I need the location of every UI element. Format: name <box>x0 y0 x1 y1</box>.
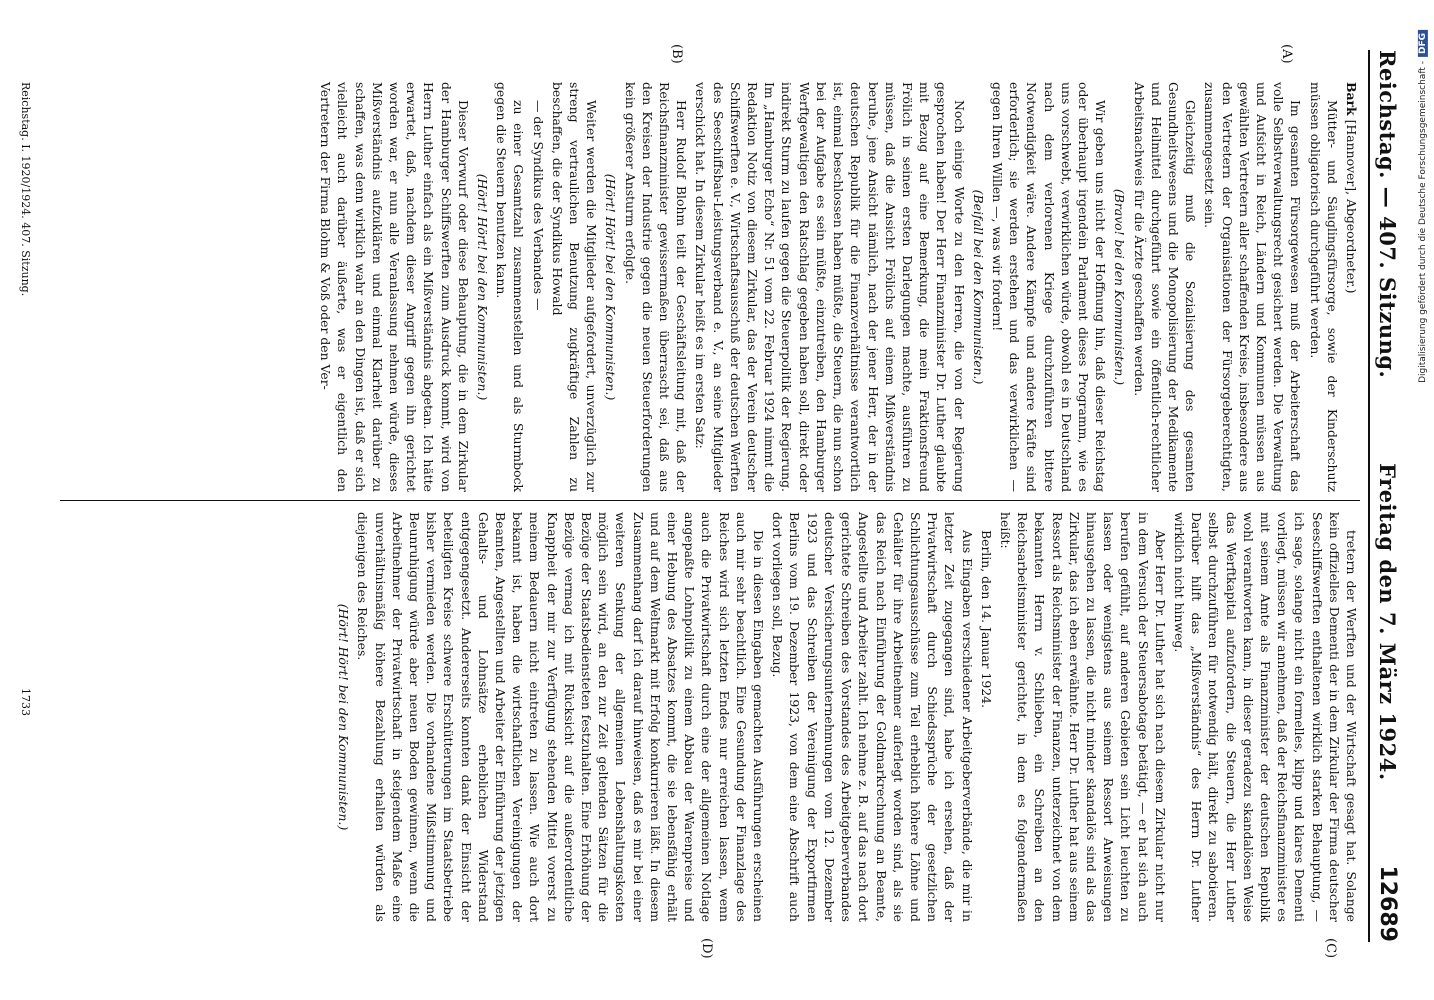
page-number: 12689 <box>1375 865 1401 942</box>
interjection: (Bravo! bei den Kommunisten.) <box>1112 188 1128 386</box>
left-column <box>30 82 1360 492</box>
paragraph-text: [Hannover], Abgeordneter.) <box>1344 119 1359 294</box>
interjection: (Hört! Hört! bei den Kommunisten.) <box>603 173 619 401</box>
paragraph-text: tretern der Werften und der Wirtschaft gesagt hat. Solange kein offizielles Dementi der in dem Zirkular der Firma deutscher Seeschiffswerften enthaltenen wirklich starken Behauptung, — ich sage, solange nicht ein formelles, klipp und klares Dementi vorliegt, müssen wir annehmen, daß der Reichsfinanzminister es mit seinem Amte als Finanzminister der deutschen Republik wohl verantworten kann, in dieser geradezu skandalösen Weise das Werftkapital aufzufordern, die Steuern, die Herr Luther selbst durchzuführen für notwendig hält, direkt zu sabotieren. Darüber hilft das „Mißverständnis“ des Herrn Dr. Luther wirklich nicht hinweg. <box>1171 512 1359 922</box>
footer-page-code: 1733 <box>19 688 32 716</box>
paragraph <box>529 82 546 492</box>
paragraph-text: Weiter werden die Mitglieder aufgefordert, unverzüglich zur streng vertraulichen Benutzung zugkräftige Zahlen zu beschaffen, die der Syndikus Howald <box>549 82 600 492</box>
paragraph <box>978 512 995 922</box>
paragraph <box>1171 512 1360 922</box>
right-column <box>30 512 1360 922</box>
paragraph <box>354 512 767 922</box>
paragraph <box>997 512 1169 922</box>
paragraph <box>621 82 690 492</box>
paragraph <box>989 82 1109 492</box>
paragraph <box>1343 82 1360 492</box>
paragraph <box>1130 82 1199 492</box>
digitization-credit <box>1418 30 1428 383</box>
paragraph-text: Gleichzeitig muß die Sozialisierung des gesamten Gesundheitswesens und die Monopolisierung der Medikamente und Heilmittel durchgeführt sowie ein öffentlich-rechtlicher Arbeitsnachweis für die Ärzte geschaffen werden. <box>1131 82 1199 492</box>
margin-mark-d: (D) <box>699 938 714 959</box>
paragraph-text: Berlin, den 14. Januar 1924. <box>978 530 994 709</box>
paragraph <box>1201 82 1304 492</box>
session-title: Reichstag. — 407. Sitzung. <box>1375 50 1401 379</box>
margin-mark-a: (A) <box>1279 44 1294 64</box>
session-date: Freitag den 7. März 1924. <box>1375 463 1401 781</box>
margin-mark-c: (C) <box>1323 938 1338 959</box>
paragraph-text: Aber Herr Dr. Luther hat sich nach diesem Zirkular nicht nur in dem Versuch der Steuersabotage betätigt, — er hat sich auch berufen gefühlt, auf anderen Gebieten sein Licht leuchten zu lassen oder wenigstens aus seinem Ressort Anweisungen hinausgehen zu lassen, die nicht minder skandalös sind als das Zirkular, das ich eben erwähnte. Herr Dr. Luther hat aus seinem Ressort als Reichsminister der Finanzen, unterzeichnet von dem bekannten Herrn v. Schlieben, ein Schreiben an den Reichsarbeitsminister gerichtet, in dem es folgendermaßen heißt: <box>997 512 1168 922</box>
dfg-logo: DFG <box>1418 30 1428 57</box>
speaker-name: Bark <box>1344 82 1359 116</box>
margin-mark-b: (B) <box>669 44 684 64</box>
interjection: (Hört! Hört! bei den Kommunisten.) <box>336 603 352 831</box>
paragraph-text: Aus Eingaben verschiedener Arbeitgeberverbände, die mir in letzter Zeit zugegangen sind, habe ich ersehen, daß der Privatwirtschaft durch Schiedssprüche der gesetzlichen Schlichtungsausschüsse zum Teil erheblich höhere Löhne und Gehälter für ihre Arbeitnehmer auferlegt worden sind, als sie das Reich nach Einführung der Goldmarkrechnung an Beamte, Angestellte und Arbeiter zahlt. Ich nehme z. B. auf das nach dort gerichtete Schreiben des Vorstandes des Arbeitgeberverbandes deutscher Versicherungsunternehmungen vom 12. Dezember 1923 und das Schreiben der Vereinigung der Exportfirmen Berlins vom 19. Dezember 1923, von dem eine Abschrift auch dort vorliegen soll, Bezug. <box>770 512 975 922</box>
paragraph <box>1306 82 1340 492</box>
paragraph <box>692 82 967 492</box>
paragraph <box>769 512 975 922</box>
paragraph-text: Noch einige Worte zu den Herren, die von der Regierung gesprochen haben! Der Herr Finanzminister Dr. Luther glaubte mit Bezug auf eine Bemerkung, die mein Fraktionsfreund Frölich in seinen ersten Darlegungen machte, ausführen zu müssen, daß die Ansicht Frölichs auf einem Mißverständnis beruhe, jene Ansicht nämlich, nach der jener Herr, der in der deutschen Republik für die Finanzverhältnisse verantwortlich ist, einmal beschlossen haben müßte, die Steuern, die nun schon bei der Aufgabe es sein müßte, einzutreiben, den Hamburger Werftgewaltigen den Ratschlag gegeben haben soll, direkt oder indirekt Sturm zu laufen gegen die Steuerpolitik der Regierung. Im „Hamburger Echo“ Nr. 51 vom 22. Februar 1924 nimmt die Redaktion Notiz von diesem Zirkular, das der Verein deutscher Schiffswerften e. V., Wirtschaftsausschuß der deutschen Werften des Seeschiffsbau-Leistungsverband e. V., an seine Mitglieder verschickt hat. In diesem Zirkular heißt es im ersten Satz: <box>693 82 967 492</box>
paragraph-text: — der Syndikus des Verbandes — <box>530 100 546 311</box>
paragraph <box>493 82 527 492</box>
page-header <box>1368 50 1406 942</box>
paragraph-text: Im gesamten Fürsorgewesen muß der Arbeiterschaft das volle Selbstverwaltungsrecht gesichert werden. Die Verwaltung und Aufsicht in Reich, Ländern und Kommunen müssen aus gewählten Vertretern aller schaffenden Kreise, insbesondere aus den Vertretern der Organisationen der Fürsorgeberechtigten, zusammengesetzt sein. <box>1202 82 1304 492</box>
paragraph-text: zu einer Gesamtzahl zusammenstellen und als Sturmbock gegen die Steuern benutzen kann. <box>494 82 527 492</box>
interjection: (Hört! Hört! bei den Kommunisten.) <box>475 173 491 401</box>
column-divider <box>60 500 1360 501</box>
paragraph-text: Mütter- und Säuglingsfürsorge, sowie der Kinderschutz müssen obligatorisch durchgeführt werden. <box>1307 82 1340 492</box>
paragraph-text: Wir geben uns nicht der Hoffnung hin, daß dieser Reichstag oder überhaupt irgendein Parlament dieses Programm, wie es uns vorschwebt, verwirklichen würde, obwohl es in Deutschland nach dem verlorenen Kriege durchzuführen bittere Notwendigkeit wäre. Andere Kämpfe und andere Kräfte sind erforderlich; sie werden erstehen und das verwirklichen — gegen Ihren Willen —, was wir fordern! <box>989 82 1109 492</box>
paragraph-text: Die in diesen Eingaben gemachten Ausführungen erscheinen auch mir sehr beachtlich. Eine Gesundung der Finanzlage des Reiches wird sich letzten Endes nur erreichen lassen, wenn auch die Privatwirtschaft durch eine der allgemeinen Notlage angepaßte Lohnpolitik zu einem Abbau der Warenpreise und einer Hebung des Absatzes kommt, die sie lebensfähig erhält und auf dem Weltmarkt mit Erfolg konkurrieren läßt. In diesem Zusammenhang darf ich darauf hinweisen, daß es mir bei einer weiteren Senkung der allgemeinen Lebenshaltungskosten möglich sein wird, an den zur Zeit geltenden Sätzen für die Bezüge der Staatsbediensteten festzuhalten. Eine Erhöhung der Bezüge vermag ich mit Rücksicht auf die außerordentliche Knappheit der mir zur Verfügung stehenden Mittel vorerst zu meinem Bedauern nicht eintreten zu lassen. Wie auch dort bekannt ist, haben die wirtschaftlichen Vereinigungen der Beamten, Angestellten und Arbeiter der Einführung der jetzigen Gehalts- und Lohnsätze erheblichen Widerstand entgegengesetzt. Andererseits konnten dank der Einsicht der beteiligten Kreise schwere Erschütterungen im Staatsbetriebe bisher vermieden werden. Die vorhandene Mißstimmung und Beunruhigung würde aber neuen Boden gewinnen, wenn die Arbeitnehmer der Privatwirtschaft in steigendem Maße eine unverhältnismäßig höhere Bezahlung erhalten würden als diejenigen des Reiches. <box>355 512 767 922</box>
credit-text: Digitalisierung gefördert durch die Deutsche Forschungsgemeinschaft - <box>1418 61 1428 383</box>
paragraph-text: Herr Rudolf Blohm teilt der Geschäftsleitung mit, daß der Reichsfinanzminister gewissermaßen überrascht sei, daß aus den Kreisen der Industrie gegen die neuen Steuerforderungen kein größerer Ansturm erfolgte. <box>622 82 690 492</box>
paragraph <box>317 82 472 492</box>
paragraph <box>549 82 601 492</box>
footer-source: Reichstag. I. 1920/1924. 407. Sitzung. <box>19 82 32 297</box>
interjection: (Beifall bei den Kommunisten.) <box>970 189 986 385</box>
paragraph-text: Dieser Vorwurf oder diese Behauptung, die in dem Zirkular der Hamburger Schiffswerften zum Ausdruck kommt, wird von Herrn Luther einfach als ein Mißverständnis abgetan. Ich hätte erwartet, daß, nachdem dieser Angriff gegen ihn gerichtet worden war, er nun alle Veranlassung nehmen würde, dieses Mißverständnis aufzuklären und einmal Klarheit darüber zu schaffen, was denn wirklich wahr an den Dingen ist, daß er sich vielleicht auch darüber äußerte, was er eigentlich den Vertretern der Firma Blohm & Voß oder den Ver- <box>318 82 471 492</box>
